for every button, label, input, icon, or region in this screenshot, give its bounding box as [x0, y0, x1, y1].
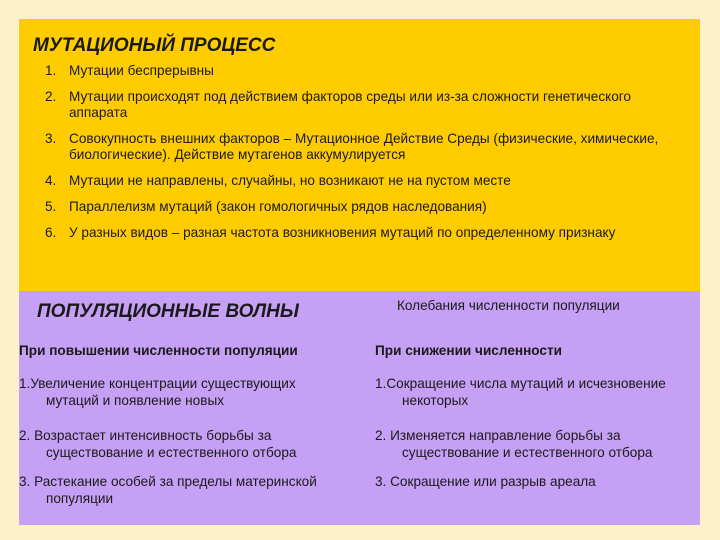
mutation-list — [39, 63, 679, 251]
list-item: 1.Сокращение числа мутаций и исчезновение некоторых — [375, 376, 666, 408]
item-number: 3. — [45, 131, 57, 146]
decrease-list — [375, 375, 690, 490]
item-text: Мутации не направлены, случайны, но возникают не на пустом месте — [69, 173, 511, 188]
mutation-process-panel — [19, 19, 700, 291]
increase-heading: При повышении численности популяции — [19, 343, 298, 358]
list-item — [39, 199, 679, 215]
increase-list — [19, 375, 349, 507]
decrease-column — [375, 343, 690, 490]
mutation-process-title: МУТАЦИОНЫЙ ПРОЦЕСС — [33, 35, 276, 56]
item-text: Параллелизм мутаций (закон гомологичных рядов наследования) — [69, 199, 487, 214]
list-item — [39, 131, 679, 163]
item-text: Мутации происходят под действием факторов среды или из-за сложности генетического аппарата — [69, 89, 631, 120]
item-number: 4. — [45, 173, 57, 188]
item-text: У разных видов – разная частота возникновения мутаций по определенному признаку — [69, 225, 616, 240]
list-item: 2. Возрастает интенсивность борьбы за существование и естественного отбора — [19, 428, 297, 460]
item-text: Совокупность внешних факторов – Мутационное Действие Среды (физические, химические, биологические). Действие мутагенов аккумулируется — [69, 131, 659, 162]
item-number: 5. — [45, 199, 57, 214]
list-item — [39, 89, 679, 121]
list-item: 3. Растекание особей за пределы материнской популяции — [19, 474, 317, 506]
list-item — [39, 173, 679, 189]
item-text: Мутации беспрерывны — [69, 63, 214, 78]
population-waves-note: Колебания численности популяции — [397, 298, 620, 313]
increase-column — [19, 343, 349, 507]
item-number: 1. — [45, 63, 57, 78]
list-item — [39, 225, 679, 241]
list-item: 1.Увеличение концентрации существующих мутаций и появление новых — [19, 376, 296, 408]
list-item: 2. Изменяется направление борьбы за существование и естественного отбора — [375, 428, 653, 460]
list-item: 3. Сокращение или разрыв ареала — [375, 474, 596, 489]
population-waves-panel — [19, 291, 700, 525]
population-waves-title: ПОПУЛЯЦИОННЫЕ ВОЛНЫ — [37, 301, 299, 322]
decrease-heading: При снижении численности — [375, 343, 563, 358]
item-number: 2. — [45, 89, 57, 104]
list-item — [39, 63, 679, 79]
item-number: 6. — [45, 225, 57, 240]
